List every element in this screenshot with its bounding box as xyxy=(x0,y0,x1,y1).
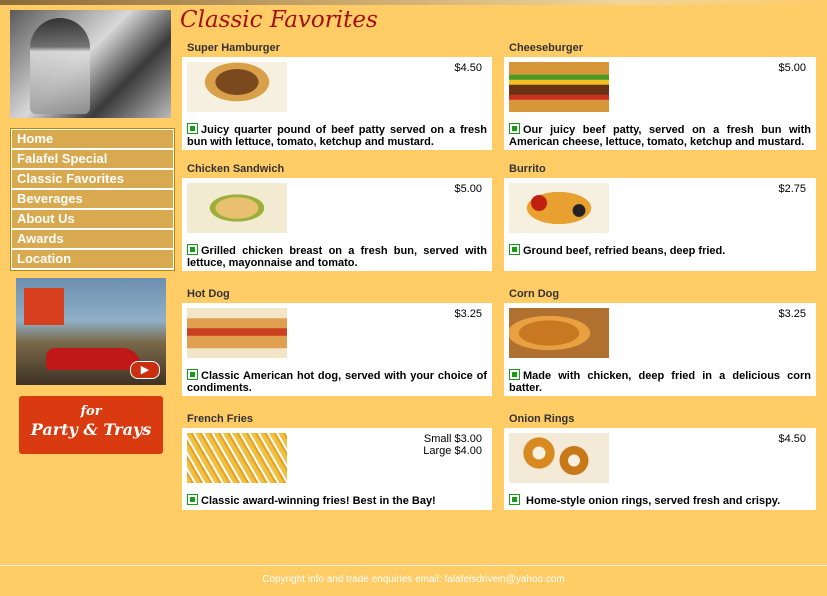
nav-item-falafel-special[interactable]: Falafel Special xyxy=(12,150,173,169)
menu-item-price: $5.00 xyxy=(778,62,806,74)
menu-item-price: $4.50 xyxy=(454,62,482,74)
menu-card-onion-rings xyxy=(504,410,816,510)
menu-item-description: Ground beef, refried beans, deep fried. xyxy=(523,245,726,257)
menu-item-price: $5.00 xyxy=(454,183,482,195)
menu-item-description: Classic American hot dog, served with your choice of condiments. xyxy=(187,370,487,394)
menu-card-cheeseburger xyxy=(504,39,816,150)
menu-card-burrito xyxy=(504,160,816,271)
drive-in-sign-image xyxy=(24,288,64,325)
cheeseburger-image xyxy=(509,62,609,112)
nav-item-awards[interactable]: Awards xyxy=(12,230,173,249)
bullet-icon xyxy=(509,244,520,255)
bullet-icon xyxy=(509,369,520,380)
french-fries-image xyxy=(187,433,287,483)
menu-item-description: Juicy quarter pound of beef patty served on a fresh bun with lettuce, tomato, ketchup and mustard. xyxy=(187,124,487,148)
menu-item-name: French Fries xyxy=(187,413,254,425)
menu-card-hot-dog xyxy=(182,285,492,396)
bullet-icon xyxy=(509,494,520,505)
bullet-icon xyxy=(187,494,198,505)
bullet-icon xyxy=(187,244,198,255)
footer-copyright: Copyright info and trade enquiries email: falafelsdrivein@yahoo.com xyxy=(0,565,827,596)
bullet-icon xyxy=(187,123,198,134)
car-image xyxy=(46,348,141,370)
nav-item-location[interactable]: Location xyxy=(12,250,173,269)
menu-item-name: Burrito xyxy=(509,163,546,175)
nav-item-beverages[interactable]: Beverages xyxy=(12,190,173,209)
price-small: Small $3.00 xyxy=(423,433,482,445)
menu-card-chicken-sandwich xyxy=(182,160,492,271)
menu-item-price: $3.25 xyxy=(454,308,482,320)
menu-card-corn-dog xyxy=(504,285,816,396)
burrito-image xyxy=(509,183,609,233)
menu-item-name: Corn Dog xyxy=(509,288,560,300)
menu-item-name: Chicken Sandwich xyxy=(187,163,285,175)
price-large: Large $4.00 xyxy=(423,445,482,457)
menu-item-description: Classic award-winning fries! Best in the Bay! xyxy=(201,495,436,507)
drive-in-banner[interactable] xyxy=(16,278,166,385)
corn-dog-image xyxy=(509,308,609,358)
menu-item-description: Made with chicken, deep fried in a delicious corn batter. xyxy=(509,370,811,394)
menu-item-description: Grilled chicken breast on a fresh bun, served with lettuce, mayonnaise and tomato. xyxy=(187,245,487,269)
menu-item-description: Home-style onion rings, served fresh and crispy. xyxy=(523,495,781,507)
nav-item-about-us[interactable]: About Us xyxy=(12,210,173,229)
menu-item-price xyxy=(423,433,482,457)
page-title: Classic Favorites xyxy=(180,7,378,33)
nav-item-home[interactable]: Home xyxy=(12,130,173,149)
onion-rings-image xyxy=(509,433,609,483)
party-trays-text: Party & Trays xyxy=(30,420,152,439)
chef-figure xyxy=(30,18,90,114)
menu-item-name: Super Hamburger xyxy=(187,42,280,54)
menu-item-name: Onion Rings xyxy=(509,413,575,425)
menu-card-french-fries xyxy=(182,410,492,510)
sidebar-nav xyxy=(10,128,175,271)
chicken-sandwich-image xyxy=(187,183,287,233)
menu-card-super-hamburger xyxy=(182,39,492,150)
nav-item-classic-favorites[interactable]: Classic Favorites xyxy=(12,170,173,189)
menu-item-price: $2.75 xyxy=(778,183,806,195)
chef-photo xyxy=(10,10,171,118)
party-for-text: for xyxy=(80,404,102,419)
play-arrow-icon[interactable]: ▶ xyxy=(130,361,160,379)
top-banner-strip xyxy=(0,0,827,5)
menu-item-name: Cheeseburger xyxy=(509,42,583,54)
menu-item-description: Our juicy beef patty, served on a fresh bun with American cheese, lettuce, tomato, ketchup and mustard. xyxy=(509,124,811,148)
bullet-icon xyxy=(187,369,198,380)
menu-item-price: $4.50 xyxy=(778,433,806,445)
menu-item-price: $3.25 xyxy=(778,308,806,320)
hot-dog-image xyxy=(187,308,287,358)
menu-item-name: Hot Dog xyxy=(187,288,230,300)
bullet-icon xyxy=(509,123,520,134)
super-hamburger-image xyxy=(187,62,287,112)
party-trays-button[interactable] xyxy=(19,396,163,454)
